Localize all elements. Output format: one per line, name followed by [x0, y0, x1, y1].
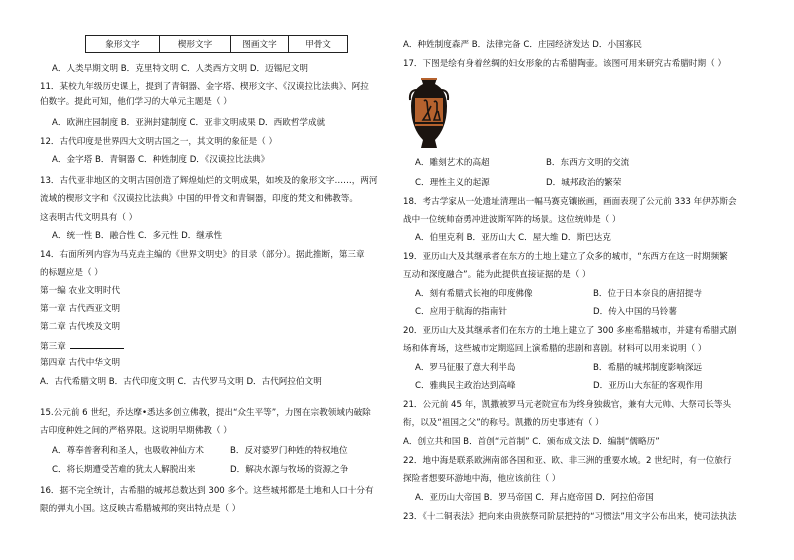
answer-blank: [70, 340, 124, 349]
q15-option-c: C．将长期遭受苦难的犹太人解脱出来: [52, 465, 196, 475]
q10-options: A．人类早期文明 B．克里特文明 C．人类西方文明 D．迈锡尼文明: [52, 64, 309, 74]
q22-stem: 22．地中海是联系欧洲南部各国和亚、欧、非三洲的重要水域。2 世纪时，有一位旅行: [403, 456, 732, 466]
q14-stem: 的标题应是（ ）: [40, 268, 103, 278]
q17-stem: 17．下图是绘有身着丝绸的妇女形象的古希腊陶壶。该图可用来研究古希腊时期（ ）: [403, 59, 727, 69]
q20-stem: 场和体育场，这些城市定期巡回上演希腊的悲剧和喜剧。材料可以用来说明（ ）: [403, 344, 707, 354]
q15-option-d: D．解决水源与牧场的资源之争: [230, 465, 349, 475]
q20-option-c: C．雅典民主政治达到高峰: [415, 381, 516, 391]
q22-stem: 探险者想要环游地中海，他应该前往（ ）: [403, 474, 561, 484]
q13-stem: 流域的楔形文字和《汉谟拉比法典》中国的甲骨文和青铜器，印度的梵文和佛教等。: [40, 194, 358, 204]
q15-stem: 15.公元前 6 世纪，乔达摩•悉达多创立佛教，提出“众生平等”，力图在宗教领域内破除: [40, 408, 371, 418]
q12-options: A．金字塔 B．青铜器 C．种姓制度 D．《汉谟拉比法典》: [52, 155, 270, 165]
toc-line: 第四章 古代中华文明: [40, 358, 121, 368]
greek-vase-image: [407, 76, 451, 150]
q17-option-c: C．理性主义的起源: [415, 178, 490, 188]
q21-options: A．创立共和国 B．首创“元首制” C．颁布成文法 D．编制“儒略历”: [403, 437, 660, 447]
q21-stem: 衔，以及“祖国之父”的称号。凯撒的历史事迹有（ ）: [403, 418, 604, 428]
q20-option-b: B．希腊的城邦制度影响深远: [593, 363, 703, 373]
q14-options: A．古代希腊文明 B．古代印度文明 C．古代罗马文明 D．古代阿拉伯文明: [40, 377, 322, 387]
vase-band: [415, 124, 443, 126]
toc-line: 第二章 古代埃及文明: [40, 322, 121, 332]
q13-options: A．统一性 B．融合性 C．多元性 D．继承性: [52, 231, 223, 241]
q19-option-a: A．刻有希腊式长袍的印度佛像: [415, 289, 533, 299]
q16-options: A．种姓制度森严 B．法律完备 C．庄园经济发达 D．小国寡民: [403, 40, 642, 50]
table-cell: 象形文字: [86, 36, 160, 53]
q18-options: A．伯里克利 B．亚历山大 C．屋大维 D．斯巴达克: [415, 233, 611, 243]
q18-stem: 战中一位统帅奋勇冲进波斯军阵的场景。这位统帅是（ ）: [403, 215, 621, 225]
q11-options: A．欧洲庄园制度 B．亚洲封建制度 C．亚非文明成果 D．西欧哲学成就: [52, 118, 326, 128]
q18-stem: 18．考古学家从一处遗址清理出一幅马赛克镶嵌画，画面表现了公元前 333 年伊苏斯会: [403, 197, 737, 207]
q17-option-d: D．城邦政治的繁荣: [546, 178, 622, 188]
vase-rim: [421, 78, 437, 80]
q13-stem: 这表明古代文明具有（ ）: [40, 213, 138, 223]
q20-option-a: A．罗马征服了意大利半岛: [415, 363, 516, 373]
q20-stem: 20．亚历山大及其继承者们在东方的土地上建立了 300 多座希腊城市，并建有希腊式剧: [403, 326, 737, 336]
q16-stem: 限的弹丸小国。这反映古希腊城邦的突出特点是（ ）: [40, 504, 241, 514]
script-type-table: [85, 35, 348, 53]
toc-line: 第一编 农业文明时代: [40, 286, 121, 296]
q19-option-d: D．传入中国的马铃薯: [593, 307, 677, 317]
q15-stem: 古印度种姓之间的严格界限。这说明早期佛教（ ）: [40, 426, 232, 436]
q16-stem: 16．据不完全统计，古希腊的城邦总数达到 300 多个。这些城邦都是土地和人口十分有: [40, 486, 374, 496]
q11-stem: 伯数字。提此可知，他们学习的大单元主题是（ ）: [40, 97, 232, 107]
q20-option-d: D．亚历山大东征的客观作用: [593, 381, 703, 391]
q14-stem: 14．右面所列内容为马克垚主编的《世界文明史》的目录（部分）。据此推断，第三章: [40, 250, 365, 260]
q17-option-b: B．东西方文明的交流: [546, 158, 630, 168]
q19-stem: 19．亚历山大及其继承者在东方的土地上建立了众多的城市，“东西方在这一时期频繁: [403, 252, 728, 262]
q17-option-a: A．雕刻艺术的高超: [415, 158, 490, 168]
q21-stem: 21．公元前 45 年，凯撒被罗马元老院宣布为终身独裁官，兼有大元帅、大祭司长等头: [403, 400, 732, 410]
q12-stem: 12．古代印度是世界四大文明古国之一，其文明的象征是（ ）: [40, 137, 278, 147]
q13-stem: 13．古代亚非地区的文明古国创造了辉煌灿烂的文明成果，如埃及的象形文字……，两河: [40, 176, 378, 186]
q19-stem: 互动和深度融合”。能为此提供直接证据的是（ ）: [403, 270, 591, 280]
q15-option-a: A．尊奉普奢利和圣人，也吸收神仙方术: [52, 446, 204, 456]
toc-line-blank: [40, 340, 124, 353]
toc-line: 第一章 古代西亚文明: [40, 304, 121, 314]
table-cell: 甲骨文: [289, 36, 348, 53]
toc-chapter-label: 第三章: [40, 342, 66, 352]
q19-option-c: C．应用于航海的指南针: [415, 307, 507, 317]
q11-stem: 11．某校九年级历史课上，提到了青铜器、金字塔、楔形文字、《汉谟拉比法典》、阿拉: [40, 82, 369, 92]
table-cell: 图画文字: [231, 36, 289, 53]
table-cell: 楔形文字: [160, 36, 231, 53]
q15-option-b: B．反对婆罗门种姓的特权地位: [230, 446, 348, 456]
q22-options: A．亚历山大帝国 B．罗马帝国 C．拜占庭帝国 D．阿拉伯帝国: [415, 493, 654, 503]
q19-option-b: B．位于日本奈良的唐招提寺: [593, 289, 703, 299]
q23-stem: 23．《十二铜表法》把向来由贵族祭司阶层把持的“习惯法”用文字公布出来，使司法执法: [403, 512, 737, 522]
